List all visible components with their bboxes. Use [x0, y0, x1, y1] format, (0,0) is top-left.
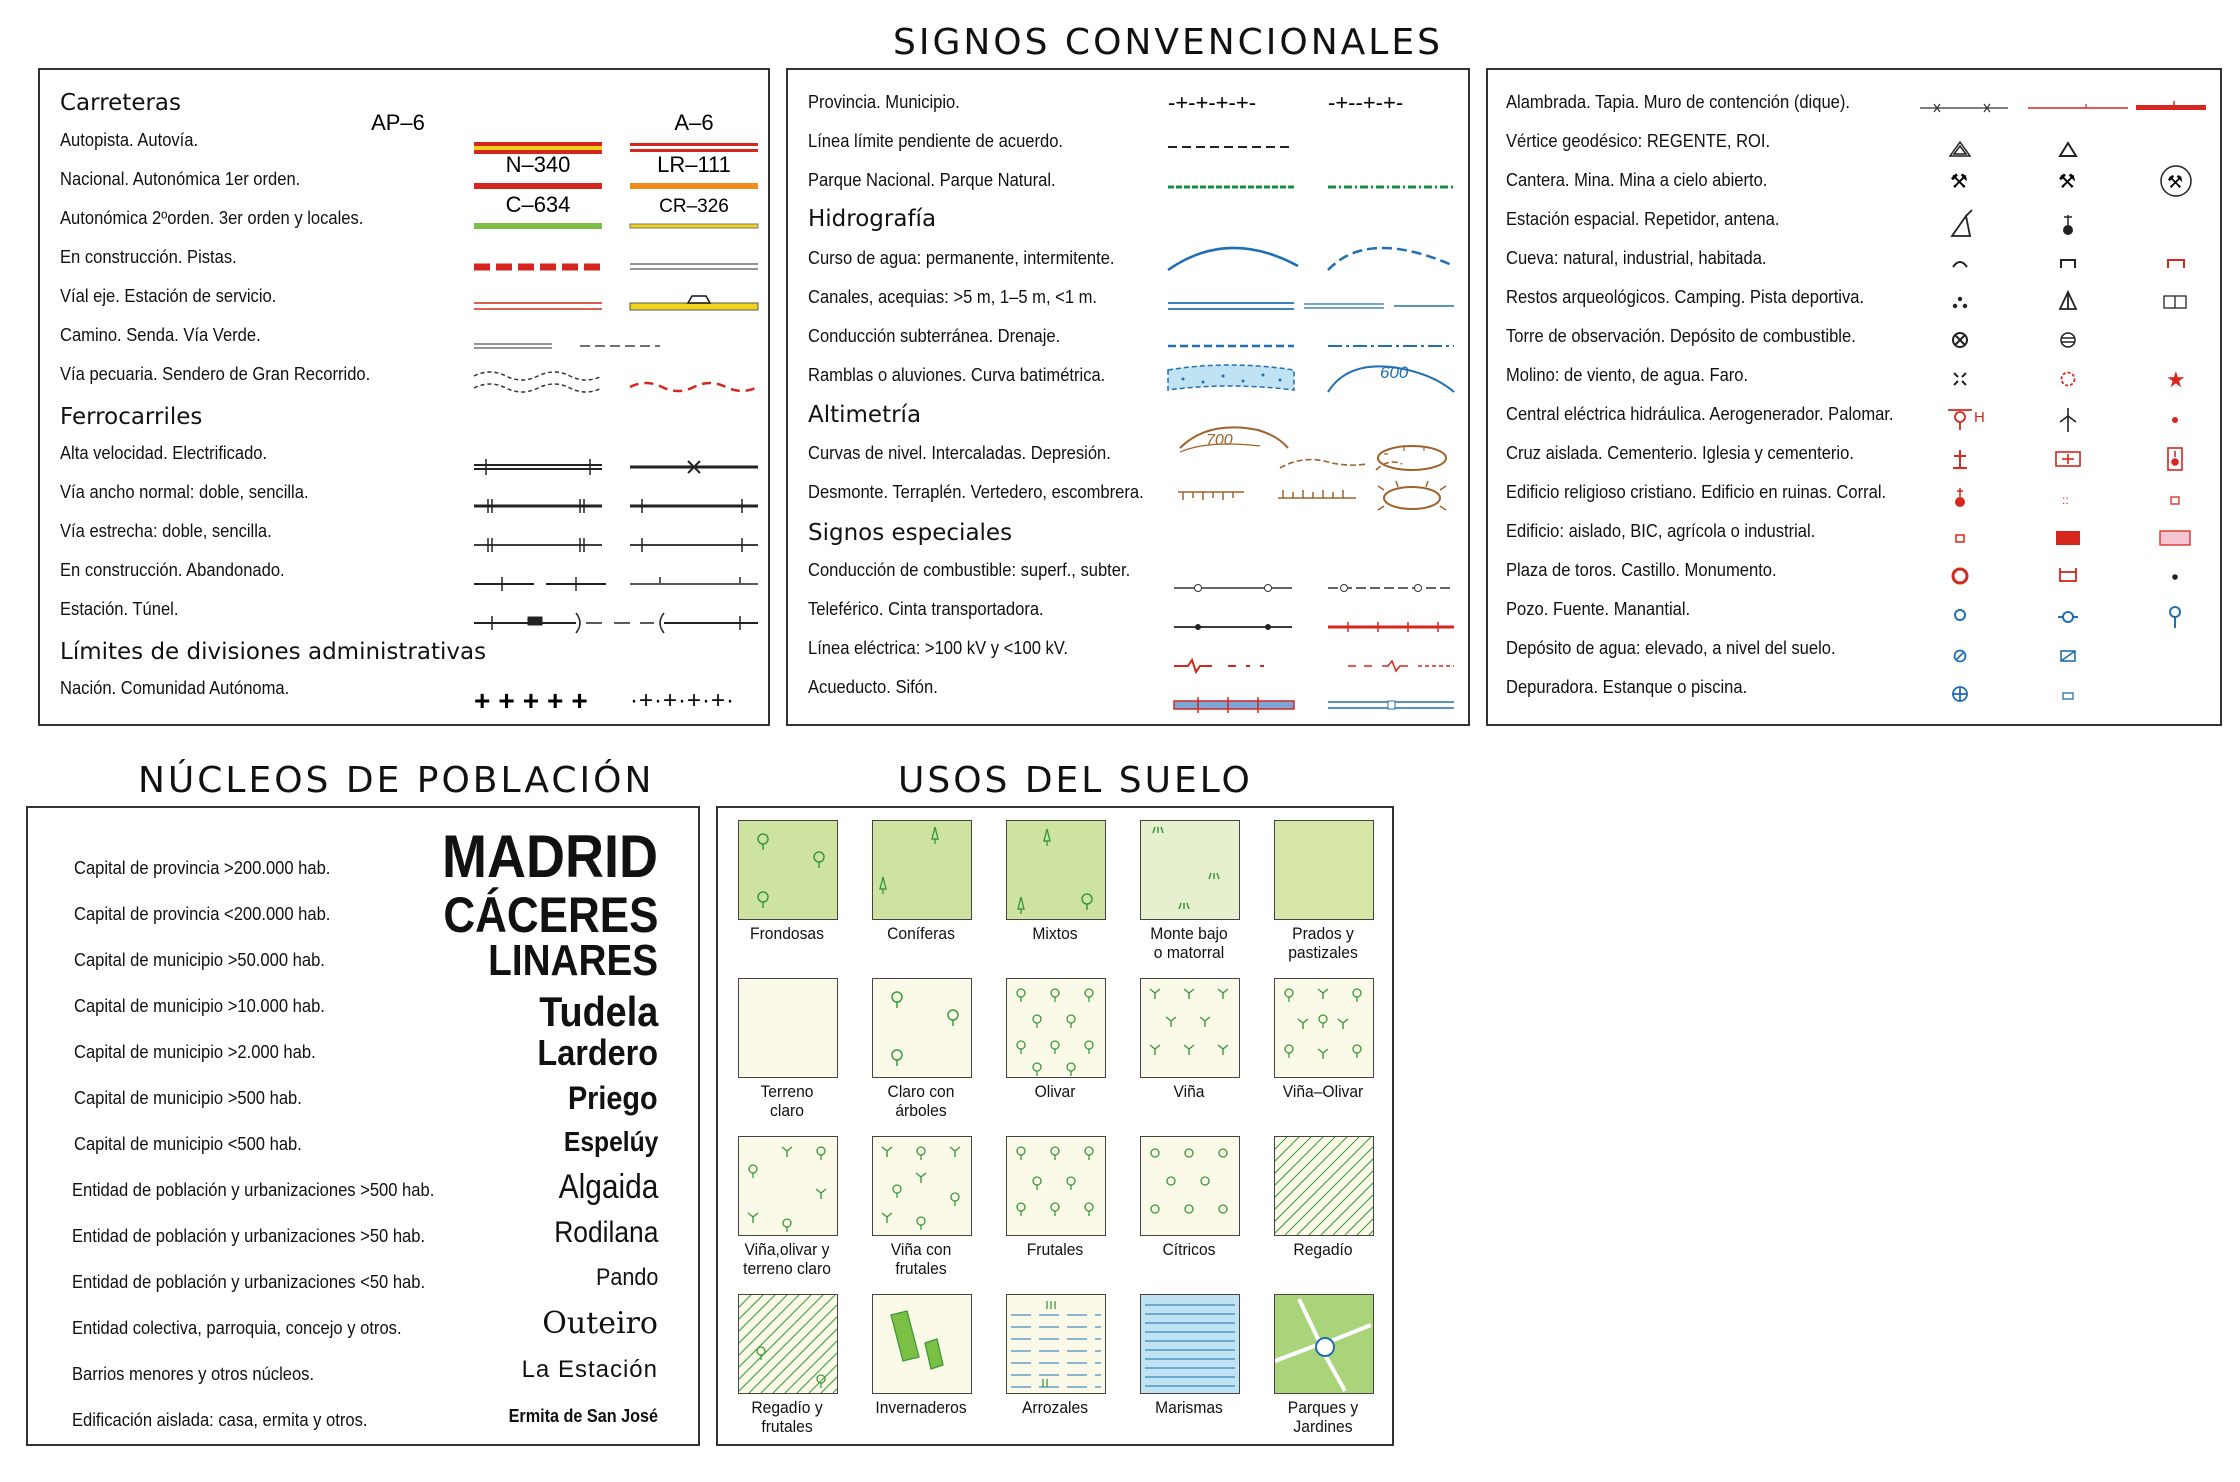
low-voltage-line-symbol [1348, 661, 1454, 671]
land-use-tile [1006, 978, 1106, 1078]
land-use-tile [738, 1136, 838, 1236]
legend-label: Torre de observación. Depósito de combustible. [1506, 326, 1856, 346]
legend-label: Alambrada. Tapia. Muro de contención (dique). [1506, 92, 1850, 112]
town-rodilana: Rodilana [553, 1216, 658, 1249]
legend-label: Víal eje. Estación de servicio. [60, 286, 277, 306]
dovecote-icon [2172, 417, 2178, 423]
population-label: Entidad de población y urbanizaciones <50 hab. [72, 1272, 426, 1292]
windmill-icon [1954, 373, 1966, 385]
population-label: Entidad de población y urbanizaciones >50 hab. [72, 1226, 426, 1246]
observation-tower-icon [1953, 333, 1967, 347]
cable-car-symbol [1174, 625, 1292, 630]
legend-label: Vía pecuaria. Sendero de Gran Recorrido. [60, 364, 371, 384]
narrow-gauge-single-symbol [630, 538, 758, 552]
population-label: Capital de provincia >200.000 hab. [74, 858, 331, 878]
population-label: Edificación aislada: casa, ermita y otros. [72, 1410, 368, 1430]
population-label: Barrios menores y otros núcleos. [72, 1364, 315, 1384]
monument-icon [2172, 574, 2178, 580]
legend-label: Línea límite pendiente de acuerdo. [808, 131, 1064, 151]
legend-label: Nación. Comunidad Autónoma. [60, 678, 290, 698]
panel-carreteras [38, 68, 770, 726]
cemetery-icon [2056, 452, 2080, 466]
national-road-symbol [474, 183, 602, 189]
inhabited-cave-icon [2168, 260, 2184, 268]
land-use-caption: Marismas [1155, 1398, 1223, 1417]
land-use-pattern [1141, 979, 1239, 1077]
normal-gauge-double-symbol [474, 499, 602, 513]
land-use-caption: Terreno claro [760, 1082, 814, 1120]
rail-station-symbol [474, 613, 602, 633]
town-priego: Priego [568, 1080, 658, 1116]
legend-label: Camino. Senda. Vía Verde. [60, 325, 261, 345]
wall-symbol [2028, 104, 2128, 108]
industrial-cave-icon [2061, 260, 2075, 268]
isolated-building-icon [1956, 535, 1964, 542]
legend-label: Teleférico. Cinta transportadora. [808, 599, 1044, 619]
legend-label: Vértice geodésico: REGENTE, ROI. [1506, 131, 1771, 151]
land-use-pattern [739, 979, 837, 1077]
land-use-tile [738, 1294, 838, 1394]
legend-label: En construcción. Abandonado. [60, 560, 285, 580]
christian-building-icon [1955, 488, 1965, 507]
land-use-caption: Arrozales [1021, 1398, 1089, 1417]
legend-label: En construcción. Pistas. [60, 247, 237, 267]
sewage-plant-icon [1953, 687, 1967, 701]
population-label: Capital de municipio >2.000 hab. [74, 1042, 316, 1062]
elevated-water-tank-icon [1955, 651, 1966, 662]
legend-label: Plaza de toros. Castillo. Monumento. [1506, 560, 1777, 580]
town-linares: LINARES [488, 936, 658, 985]
land-use-tile [1140, 1294, 1240, 1394]
legend-label: Edificio religioso cristiano. Edificio en ruinas. Corral. [1506, 482, 1887, 502]
legend-label: Depósito de agua: elevado, a nivel del suelo. [1506, 638, 1836, 658]
town-algaida: Algaida [558, 1168, 658, 1206]
bathymetric-label: 600 [1380, 363, 1409, 382]
municipal-boundary-symbol: -+--+-+- [1328, 90, 1404, 115]
lighthouse-icon: ★ [2166, 367, 2186, 392]
track-symbol [630, 264, 758, 269]
land-use-tile [738, 978, 838, 1078]
regional-boundary-symbol: ·+·+·+·+· [630, 687, 736, 714]
svg-text:⚒: ⚒ [2167, 172, 2184, 192]
section-hidrografia: Hidrografía [808, 206, 937, 232]
land-use-pattern [1007, 1295, 1105, 1393]
land-use-pattern [1275, 821, 1373, 919]
section-especiales: Signos especiales [808, 520, 1013, 546]
path-symbol [474, 344, 552, 348]
section-altimetria: Altimetría [808, 402, 922, 428]
legend-label: Estación espacial. Repetidor, antena. [1506, 209, 1780, 229]
fountain-icon [2058, 612, 2078, 622]
archaeological-remains-icon [1953, 297, 1967, 308]
land-use-pattern [1141, 1295, 1239, 1393]
acequia-symbol [1304, 304, 1384, 308]
land-use-tile [872, 978, 972, 1078]
contour-label: 700 [1206, 432, 1233, 449]
land-use-pattern [873, 979, 971, 1077]
road-code-cr326: CR–326 [659, 196, 729, 217]
siphon-symbol [1328, 701, 1454, 709]
signos-heading: SIGNOS CONVENCIONALES [893, 22, 1443, 63]
legend-label: Cueva: natural, industrial, habitada. [1506, 248, 1767, 268]
legend-label: Cantera. Mina. Mina a cielo abierto. [1506, 170, 1768, 190]
section-ferrocarriles: Ferrocarriles [60, 404, 203, 430]
legend-label: Desmonte. Terraplén. Vertedero, escombrera. [808, 482, 1144, 502]
land-use-tile [1140, 820, 1240, 920]
population-label: Capital de municipio >50.000 hab. [74, 950, 325, 970]
town-caceres: CÁCERES [442, 887, 658, 943]
legend-label: Autonómica 2ºorden. 3er orden y locales. [60, 208, 364, 228]
land-use-tile [1006, 820, 1106, 920]
livestock-route-symbol [474, 372, 602, 392]
legend-label: Estación. Túnel. [60, 599, 179, 619]
road-code-a6: A–6 [674, 110, 714, 135]
wind-turbine-icon [2060, 408, 2076, 432]
land-use-caption: Invernaderos [875, 1398, 967, 1417]
legend-label: Nacional. Autonómica 1er orden. [60, 169, 301, 189]
land-use-tile [1274, 1294, 1374, 1394]
road-code-n340: N–340 [505, 152, 571, 177]
land-use-pattern [739, 1137, 837, 1235]
mine-icon: ⚒ [2058, 171, 2076, 193]
land-use-pattern [1007, 821, 1105, 919]
pond-icon [2063, 693, 2073, 699]
land-use-pattern [1275, 1295, 1373, 1393]
ruins-icon: :: [2062, 493, 2069, 507]
legend-label: Acueducto. Sifón. [808, 677, 938, 697]
legend-label: Provincia. Municipio. [808, 92, 960, 112]
legend-label: Parque Nacional. Parque Natural. [808, 170, 1056, 190]
land-use-tile [1006, 1294, 1106, 1394]
contour-symbol [1180, 427, 1288, 452]
town-la-estacion: La Estación [521, 1356, 658, 1383]
legend-label: Canales, acequias: >5 m, 1–5 m, <1 m. [808, 287, 1098, 307]
population-label: Capital de municipio >10.000 hab. [74, 996, 325, 1016]
panel-signos-puntuales [1486, 68, 2222, 726]
land-use-caption: Mixtos [1032, 924, 1078, 943]
land-use-caption: Viña,olivar y terreno claro [743, 1240, 831, 1278]
rail-construction-symbol [474, 577, 606, 591]
legend-label: Autopista. Autovía. [60, 130, 199, 150]
land-use-caption: Regadío [1293, 1240, 1353, 1259]
section-limites: Límites de divisiones administrativas [60, 639, 487, 665]
land-use-pattern [1275, 1137, 1373, 1235]
town-lardero: Lardero [537, 1032, 658, 1073]
population-label: Capital de provincia <200.000 hab. [74, 904, 331, 924]
population-label: Capital de municipio >500 hab. [74, 1088, 302, 1108]
land-use-pattern [1275, 979, 1373, 1077]
service-station-symbol [630, 296, 758, 310]
national-boundary-symbol: +++++ [474, 685, 596, 716]
corral-icon [2171, 497, 2179, 504]
quarry-icon: ⚒ [1950, 171, 1968, 193]
land-use-pattern [873, 1295, 971, 1393]
open-pit-mine-icon [2161, 166, 2191, 196]
land-use-tile [738, 820, 838, 920]
land-use-pattern [1007, 1137, 1105, 1235]
space-station-icon [1952, 210, 1972, 236]
dump-symbol [1378, 481, 1446, 510]
usos-heading: USOS DEL SUELO [898, 760, 1253, 801]
section-carreteras: Carreteras [60, 90, 182, 116]
legend-label: Cruz aislada. Cementerio. Iglesia y cementerio. [1506, 443, 1854, 463]
land-use-pattern [1141, 821, 1239, 919]
road-symbols [40, 70, 768, 724]
high-voltage-line-symbol [1174, 660, 1264, 672]
land-use-caption: Monte bajo o matorral [1150, 924, 1228, 962]
land-use-pattern [1007, 979, 1105, 1077]
road-code-ap6: AP–6 [371, 110, 425, 135]
retaining-wall-symbol [2136, 101, 2206, 110]
underground-fuel-pipe-symbol [1328, 585, 1454, 592]
panel-usos-suelo [716, 806, 1394, 1446]
isolated-cross-icon [1953, 450, 1967, 468]
aqueduct-symbol [1174, 697, 1294, 713]
electrified-rail-symbol [630, 461, 758, 473]
depression-symbol [1378, 446, 1446, 470]
legend-label: Línea eléctrica: >100 kV y <100 kV. [808, 638, 1068, 658]
well-icon [1955, 610, 1965, 620]
watermill-icon [2062, 373, 2075, 386]
permanent-stream-symbol [1168, 248, 1298, 270]
panel-hidrografia [786, 68, 1470, 726]
land-use-tile [1006, 1136, 1106, 1236]
land-use-caption: Prados y pastizales [1288, 924, 1358, 962]
land-use-tile [1274, 978, 1374, 1078]
rambla-symbol [1168, 365, 1294, 390]
panel-nucleos [26, 806, 700, 1446]
wire-fence-symbol [1920, 104, 2008, 112]
legend-label: Ramblas o aluviones. Curva batimétrica. [808, 365, 1106, 385]
hydro-power-plant-icon [1948, 409, 1985, 430]
legend-label: Depuradora. Estanque o piscina. [1506, 677, 1748, 697]
land-use-caption: Frondosas [750, 924, 824, 943]
town-pando: Pando [595, 1264, 658, 1291]
surface-fuel-pipe-symbol [1174, 585, 1292, 592]
bullring-icon [1953, 569, 1967, 583]
legend-label: Molino: de viento, de agua. Faro. [1506, 365, 1749, 385]
embankment-symbol [1278, 490, 1356, 498]
road-code-lr111: LR–111 [657, 152, 731, 177]
town-madrid: MADRID [442, 823, 658, 890]
rail-tunnel-symbol [614, 613, 758, 633]
land-use-tile [1140, 1136, 1240, 1236]
legend-label: Curso de agua: permanente, intermitente. [808, 248, 1115, 268]
town-espeluy: Espelúy [563, 1126, 658, 1157]
nucleos-heading: NÚCLEOS DE POBLACIÓN [138, 760, 655, 801]
land-use-caption: Coníferas [887, 924, 955, 943]
ground-water-tank-icon [2061, 651, 2075, 661]
vial-axis-symbol [474, 303, 602, 309]
legend-label: Conducción de combustible: superf., subter. [808, 560, 1131, 580]
narrow-gauge-double-symbol [474, 538, 602, 552]
sports-track-icon [2164, 296, 2186, 308]
legend-label: Pozo. Fuente. Manantial. [1506, 599, 1691, 619]
town-outeiro: Outeiro [542, 1306, 658, 1341]
rail-abandoned-symbol [630, 577, 758, 584]
geodesic-vertex-roi-icon [2060, 143, 2076, 156]
land-use-caption: Regadío y frutales [751, 1398, 823, 1436]
land-use-tile [1274, 820, 1374, 920]
legend-label: Vía ancho normal: doble, sencilla. [60, 482, 309, 502]
population-label: Entidad de población y urbanizaciones >500 hab. [72, 1180, 435, 1200]
local-road-symbol [630, 224, 758, 228]
land-use-caption: Viña [1173, 1082, 1205, 1101]
town-tudela: Tudela [538, 988, 658, 1035]
land-use-caption: Cítricos [1162, 1240, 1216, 1259]
land-use-tile [872, 1294, 972, 1394]
legend-label: Conducción subterránea. Drenaje. [808, 326, 1061, 346]
land-use-tile [872, 820, 972, 920]
repeater-antenna-icon [2063, 215, 2073, 235]
legend-label: Alta velocidad. Electrificado. [60, 443, 268, 463]
high-speed-rail-symbol [474, 459, 602, 475]
land-use-pattern [1141, 1137, 1239, 1235]
land-use-pattern [739, 1295, 837, 1393]
hydro-symbols [788, 70, 1468, 724]
legend-label: Vía estrecha: doble, sencilla. [60, 521, 272, 541]
population-label: Capital de municipio <500 hab. [74, 1134, 302, 1154]
camping-icon [2060, 292, 2076, 309]
second-order-road-symbol [474, 223, 602, 229]
agricultural-building-icon [2160, 531, 2190, 545]
point-symbols [1488, 70, 2220, 724]
land-use-pattern [873, 821, 971, 919]
road-code-c634: C–634 [505, 192, 571, 217]
land-use-caption: Olivar [1034, 1082, 1076, 1101]
geodesic-vertex-regente-icon [1950, 142, 1970, 156]
canal-symbol [1168, 303, 1294, 309]
land-use-pattern [739, 821, 837, 919]
land-use-pattern [873, 1137, 971, 1235]
autovia-symbol [630, 143, 758, 152]
legend-label: Edificio: aislado, BIC, agrícola o industrial. [1506, 521, 1816, 541]
legend-label: Curvas de nivel. Intercaladas. Depresión. [808, 443, 1111, 463]
land-use-tile [872, 1136, 972, 1236]
land-use-caption: Parques y Jardines [1287, 1398, 1359, 1436]
land-use-tile [1274, 1136, 1374, 1236]
castle-icon [2060, 568, 2076, 581]
population-label: Entidad colectiva, parroquia, concejo y otros. [72, 1318, 402, 1338]
land-use-tile [1140, 978, 1240, 1078]
land-use-caption: Frutales [1026, 1240, 1084, 1259]
svg-text:H: H [1974, 409, 1985, 426]
land-use-caption: Claro con árboles [887, 1082, 955, 1120]
conveyor-symbol [1328, 622, 1454, 632]
intermittent-stream-symbol [1328, 248, 1454, 270]
town-ermita: Ermita de San José [508, 1406, 658, 1426]
legend-label: Restos arqueológicos. Camping. Pista deportiva. [1506, 287, 1865, 307]
bic-building-icon [2056, 531, 2080, 545]
gr-trail-symbol [630, 383, 758, 391]
spring-icon [2170, 607, 2180, 628]
natural-cave-icon [1953, 262, 1967, 267]
regional-road-symbol [630, 183, 758, 189]
cutting-symbol [1178, 492, 1244, 500]
land-use-caption: Viña–Olivar [1282, 1082, 1364, 1101]
province-boundary-symbol: -+-+-+-+- [1168, 90, 1257, 115]
land-use-caption: Viña con frutales [890, 1240, 952, 1278]
fuel-deposit-icon [2061, 333, 2075, 347]
legend-label: Central eléctrica hidráulica. Aerogenerador. Palomar. [1506, 404, 1894, 424]
church-cemetery-icon [2168, 448, 2182, 470]
normal-gauge-single-symbol [630, 499, 758, 513]
